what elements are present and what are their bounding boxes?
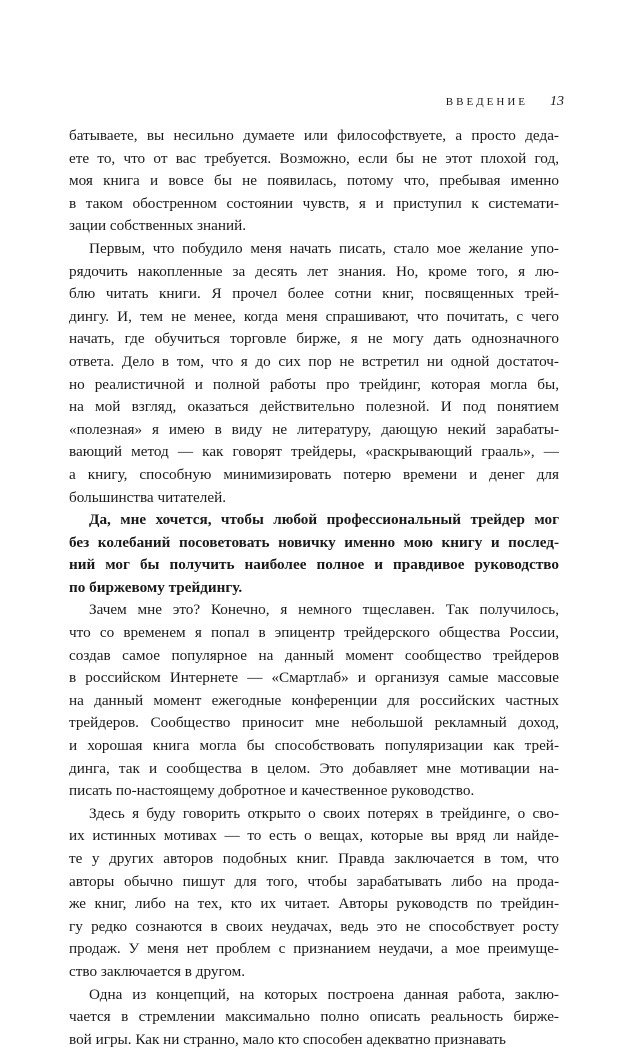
text-line: моя книга и вовсе бы не появилась, потому что, пребывая именно	[69, 172, 559, 190]
text-line: создав самое популярное на данный момент сообщество трейдеров	[69, 646, 559, 664]
text-line: рядочить накопленные за десять лет знания. Но, кроме того, я лю-	[69, 262, 559, 280]
text-line: без колебаний посоветовать новичку именно мою книгу и послед-	[69, 533, 559, 551]
text-line: ответа. Дело в том, что я до сих пор не встретил ни одной достаточ-	[69, 352, 559, 370]
body-text	[69, 125, 559, 1051]
text-line: большинства читателей.	[69, 488, 227, 506]
text-line: а книгу, способную минимизировать потерю времени и денег для	[69, 465, 559, 483]
text-line: дингу. И, тем не менее, когда меня спрашивают, что почитать, с чего	[69, 307, 559, 325]
text-line: что со временем я попал в эпицентр трейдерского общества России,	[69, 624, 559, 642]
section-title: ВВЕДЕНИЕ	[445, 96, 528, 108]
text-line: Одна из концепций, на которых построена данная работа, заклю-	[89, 985, 559, 1003]
text-line: на данный момент ежегодные конференции для российских частных	[69, 691, 559, 709]
text-line: в таком обостренном состоянии чувств, я и приступил к системати-	[69, 194, 559, 212]
text-line: те у других авторов подобных книг. Правда заключается в том, что	[69, 850, 559, 867]
text-line: в российском Интернете — «Смартлаб» и организуя самые массовые	[69, 669, 559, 687]
paragraph	[69, 599, 559, 802]
text-line: вой игры. Как ни странно, мало кто способен адекватно признавать	[69, 1030, 506, 1048]
paragraph	[69, 984, 559, 1051]
text-line: ний мог бы получить наиболее полное и правдивое руководство	[69, 556, 559, 574]
text-line: динга, так и сообщества в целом. Это добавляет мне мотивации на-	[69, 759, 559, 777]
text-line: Первым, что побудило меня начать писать, стало мое желание упо-	[89, 239, 559, 257]
text-line: чается в стремлении максимально полно описать реальность бирже-	[69, 1008, 559, 1026]
text-line: трейдеров. Сообщество приносит мне небольшой рекламный доход,	[69, 714, 559, 732]
paragraph	[69, 238, 559, 509]
text-line: и хорошая книга могла бы способствовать популяризации как трей-	[69, 737, 559, 755]
text-line: «полезная» я имею в виду не литературу, дающую некий зарабаты-	[69, 420, 559, 438]
text-line: писать по-настоящему добротное и качественное руководство.	[69, 782, 475, 800]
text-line: ство заключается в другом.	[69, 962, 246, 980]
text-line: вающий метод — как говорят трейдеры, «раскрывающий грааль», —	[69, 443, 559, 461]
text-line: Здесь я буду говорить открыто о своих потерях в трейдинге, о сво-	[89, 804, 559, 822]
text-line: Зачем мне это? Конечно, я немного тщеславен. Так получилось,	[89, 601, 559, 619]
text-line: батываете, вы несильно думаете или философствуете, а просто деда-	[69, 127, 559, 144]
text-line: ете то, что от вас требуется. Возможно, если бы не этот плохой год,	[69, 149, 559, 167]
paragraph	[69, 125, 559, 238]
page-number: 13	[550, 94, 564, 109]
text-line: гу редко сознаются в своих неудачах, ведь это не способствует росту	[69, 917, 559, 935]
text-line: их истинных мотивах — то есть о вещах, которые вы вряд ли найде-	[69, 827, 559, 845]
text-line: но реалистичной и полной работы про трейдинг, которая могла бы,	[69, 375, 559, 393]
text-line: начать, где обучиться торговле бирже, я не могу дать однозначного	[69, 330, 559, 348]
text-line: по биржевому трейдингу.	[69, 578, 243, 596]
text-line: авторы обычно пишут для того, чтобы зарабатывать либо на прода-	[69, 872, 559, 890]
text-line: на мой взгляд, оказаться действительно полезной. И под понятием	[69, 398, 559, 416]
text-line: же книг, либо на тех, кто их читает. Авторы руководств по трейдин-	[69, 895, 559, 913]
paragraph	[69, 803, 559, 984]
text-line: зации собственных знаний.	[69, 217, 247, 235]
text-line: продаж. У меня нет проблем с признанием неудачи, а мое преимуще-	[69, 940, 559, 958]
paragraph	[69, 509, 559, 599]
text-line: Да, мне хочется, чтобы любой профессиональный трейдер мог	[89, 511, 559, 529]
running-header	[446, 94, 564, 110]
text-line: блю читать книги. Я прочел более сотни книг, посвященных трей-	[69, 285, 559, 303]
